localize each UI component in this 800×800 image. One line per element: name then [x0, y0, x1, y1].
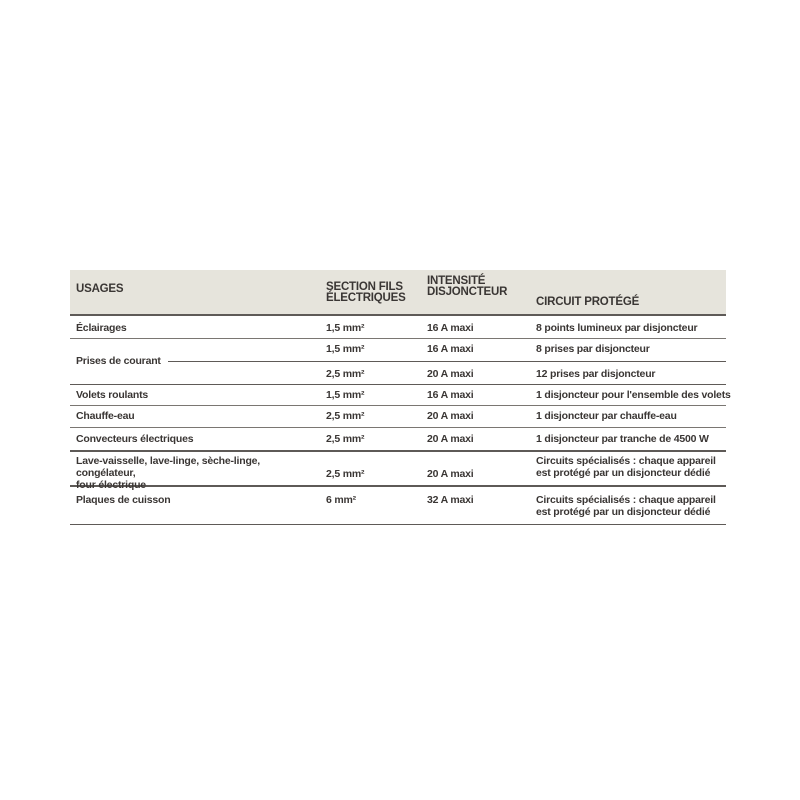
- header-section-fils: [326, 282, 406, 304]
- table-row-volets-roulants: [70, 385, 731, 406]
- cell-section: 2,5 mm²: [326, 368, 365, 380]
- cell-circuit: [536, 494, 726, 518]
- table-row-eclairages: [70, 316, 726, 339]
- header-intensite-line2: DISJONCTEUR: [427, 286, 508, 298]
- cell-usage: Éclairages: [76, 322, 127, 334]
- cell-circuit-line2: est protégé par un disjoncteur dédié: [536, 467, 711, 479]
- header-usages: USAGES: [76, 283, 124, 295]
- cell-intensite: 20 A maxi: [427, 410, 474, 422]
- cell-intensite: 16 A maxi: [427, 389, 474, 401]
- table-row-gros-electromenager: [70, 452, 726, 491]
- cell-circuit: [536, 455, 726, 479]
- cell-circuit-line1: Circuits spécialisés : chaque appareil: [536, 455, 716, 467]
- cell-usage: Chauffe-eau: [76, 410, 135, 422]
- cell-usage: Prises de courant: [76, 355, 161, 367]
- cell-circuit-line1: Circuits spécialisés : chaque appareil: [536, 494, 716, 506]
- cell-intensite: 20 A maxi: [427, 433, 474, 445]
- cell-section: 6 mm²: [326, 494, 356, 506]
- table-row-plaques-de-cuisson: [70, 487, 726, 525]
- table-header: [70, 270, 726, 316]
- cell-usage: Convecteurs électriques: [76, 433, 194, 445]
- table-row-chauffe-eau: [70, 406, 726, 428]
- cell-usage: Volets roulants: [76, 389, 149, 401]
- sub-row-divider: [168, 361, 726, 362]
- header-section-line2: ÉLECTRIQUES: [326, 292, 406, 304]
- cell-usage-line2: four électrique: [76, 479, 146, 491]
- header-intensite: [427, 276, 507, 298]
- cell-section: 1,5 mm²: [326, 389, 365, 401]
- cell-intensite: 32 A maxi: [427, 494, 474, 506]
- table-row-convecteurs: [70, 428, 726, 452]
- header-intensite-line1: INTENSITÉ: [427, 275, 486, 287]
- cell-intensite: 20 A maxi: [427, 368, 474, 380]
- cell-usage: Plaques de cuisson: [76, 494, 171, 506]
- cell-intensite: 20 A maxi: [427, 468, 474, 480]
- cell-section: 2,5 mm²: [326, 433, 365, 445]
- cell-section: 2,5 mm²: [326, 410, 365, 422]
- header-section-line1: SECTION FILS: [326, 281, 403, 293]
- cell-circuit-line2: est protégé par un disjoncteur dédié: [536, 506, 711, 518]
- cell-usage: [76, 455, 316, 491]
- cell-circuit: 12 prises par disjoncteur: [536, 368, 656, 380]
- cell-section: 2,5 mm²: [326, 468, 365, 480]
- cell-circuit: 1 disjoncteur par tranche de 4500 W: [536, 433, 709, 445]
- cell-circuit: 8 prises par disjoncteur: [536, 343, 650, 355]
- cell-usage-line1: Lave-vaisselle, lave-linge, sèche-linge, congélateur,: [76, 455, 261, 479]
- cell-intensite: 16 A maxi: [427, 343, 474, 355]
- cell-section: 1,5 mm²: [326, 322, 365, 334]
- cell-circuit: 1 disjoncteur par chauffe-eau: [536, 410, 677, 422]
- table-row-prises-de-courant: [70, 339, 726, 385]
- cell-circuit: 1 disjoncteur pour l'ensemble des volets: [536, 389, 731, 401]
- electrical-circuits-table: [70, 270, 731, 525]
- cell-intensite: 16 A maxi: [427, 322, 474, 334]
- header-circuit-protege: CIRCUIT PROTÉGÉ: [536, 296, 640, 308]
- cell-section: 1,5 mm²: [326, 343, 365, 355]
- cell-circuit: 8 points lumineux par disjoncteur: [536, 322, 698, 334]
